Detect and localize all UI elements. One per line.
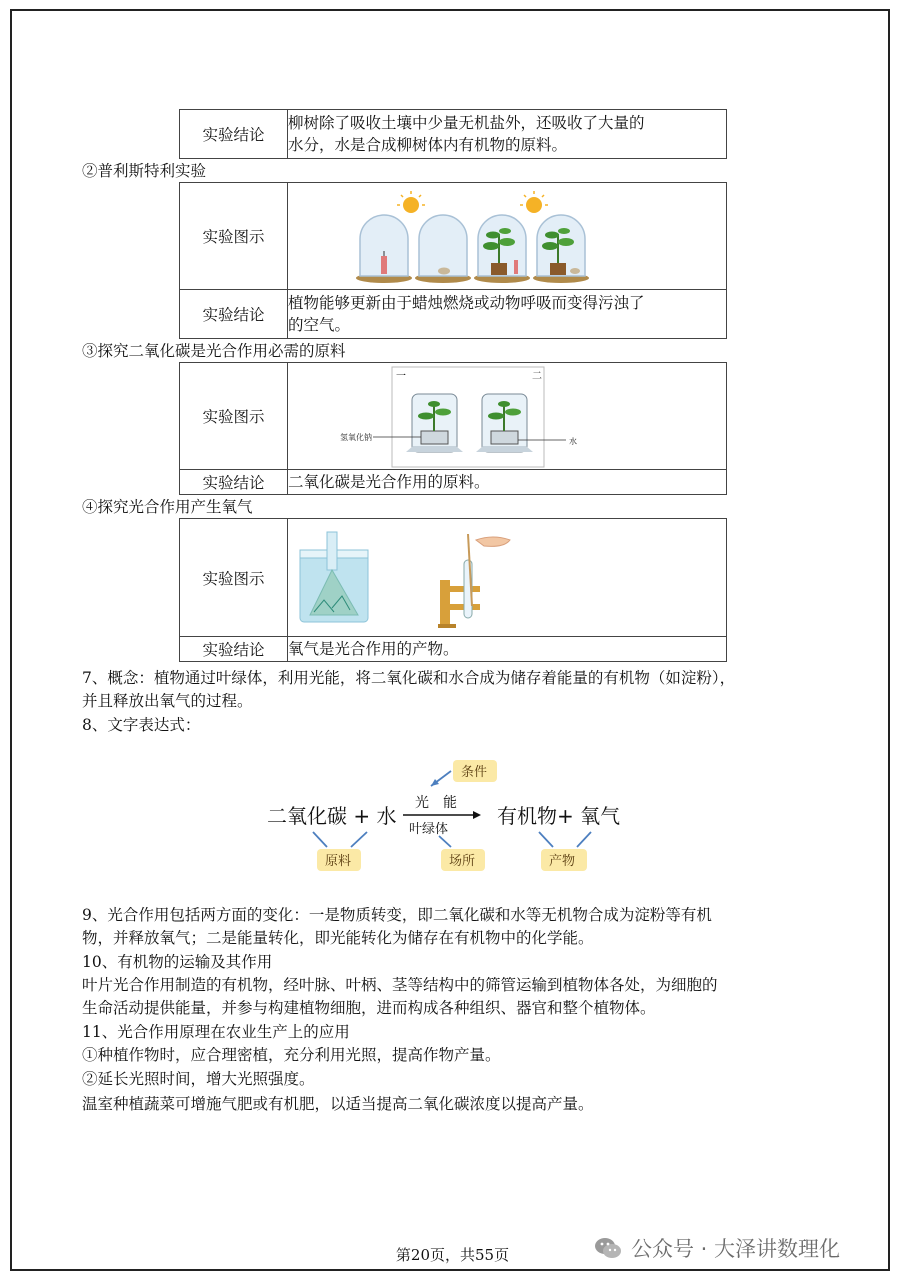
section-title-priestley: ②普利斯特利实验 bbox=[82, 162, 207, 180]
watermark bbox=[593, 1233, 840, 1263]
item11-point1: ①种植作物时，应合理密植，充分利用光照，提高作物产量。 bbox=[82, 1046, 501, 1064]
figure-co2-setup bbox=[288, 363, 727, 470]
conclusion-text: 二氧化碳是光合作用的原料。 bbox=[288, 470, 727, 495]
conclusion-text: 氧气是光合作用的产物。 bbox=[288, 637, 727, 662]
page-number: 第20页，共55页 bbox=[395, 1246, 510, 1264]
item11-point3: 温室种植蔬菜可增施气肥或有机肥，以适当提高二氧化碳浓度以提高产量。 bbox=[82, 1095, 594, 1113]
watermark-text: 公众号 · 大泽讲数理化 bbox=[631, 1237, 841, 1261]
svg-text:原料: 原料 bbox=[325, 854, 352, 869]
item7-line2: 并且释放出氧气的过程。 bbox=[82, 692, 253, 710]
setup-mark-two: 二 bbox=[532, 370, 542, 382]
conclusion-text: 柳树除了吸收土壤中少量无机盐外，还吸收了大量的 水分，水是合成柳树体内有机物的原料。 bbox=[288, 110, 727, 159]
bell-jar-candle bbox=[356, 191, 425, 283]
item10-line1: 叶片光合作用制造的有机物，经叶脉、叶柄、茎等结构中的筛管运输到植物体各处，为细胞的 bbox=[82, 976, 718, 994]
svg-text:条件: 条件 bbox=[461, 765, 488, 780]
row-label-figure: 实验图示 bbox=[180, 519, 288, 637]
row-label-conclusion: 实验结论 bbox=[180, 290, 288, 339]
row-label-conclusion: 实验结论 bbox=[180, 470, 288, 495]
item7-line1: 7、概念：植物通过叶绿体，利用光能，将二氧化碳和水合成为储存着能量的有机物（如淀粉）， bbox=[82, 669, 736, 687]
item9-line1: 9、光合作用包括两方面的变化：一是物质转变，即二氧化碳和水等无机物合成为淀粉等有机 bbox=[82, 906, 712, 924]
row-label-figure: 实验图示 bbox=[180, 363, 288, 470]
tag-raw-material bbox=[313, 832, 367, 871]
section-title-oxygen: ④探究光合作用产生氧气 bbox=[82, 498, 253, 516]
table-priestley bbox=[179, 182, 727, 339]
tag-condition bbox=[431, 760, 497, 786]
table-co2 bbox=[179, 362, 727, 495]
condition-chloroplast: 叶绿体 bbox=[409, 822, 449, 837]
co2-illustration bbox=[288, 364, 726, 469]
setup-mark-one: 一 bbox=[396, 370, 406, 382]
label-water: 水 bbox=[569, 436, 577, 446]
figure-bell-jars bbox=[288, 183, 727, 290]
bell-jar-illustration bbox=[288, 184, 726, 289]
bell-jar-plant-mouse bbox=[520, 191, 589, 283]
beaker-funnel bbox=[300, 532, 368, 622]
svg-text:场所: 场所 bbox=[449, 854, 476, 869]
tag-place bbox=[439, 836, 485, 871]
item10-line2: 生命活动提供能量，并参与构建植物细胞，进而构成各种组织、器官和整个植物体。 bbox=[82, 999, 656, 1017]
item8-title: 8、文字表达式： bbox=[82, 716, 201, 734]
condition-light: 光 能 bbox=[415, 795, 457, 811]
table-willow-conclusion bbox=[179, 109, 727, 159]
label-naoh: 氢氧化钠 bbox=[340, 432, 372, 442]
row-label-figure: 实验图示 bbox=[180, 183, 288, 290]
item11-title: 11、光合作用原理在农业生产上的应用 bbox=[82, 1023, 350, 1041]
tag-product bbox=[539, 832, 591, 871]
bell-jar-mouse bbox=[415, 215, 471, 283]
row-label-conclusion: 实验结论 bbox=[180, 637, 288, 662]
oxygen-illustration bbox=[288, 520, 726, 636]
table-oxygen bbox=[179, 518, 727, 662]
row-label: 实验结论 bbox=[180, 110, 288, 159]
item11-point2: ②延长光照时间，增大光照强度。 bbox=[82, 1070, 315, 1088]
conclusion-text: 植物能够更新由于蜡烛燃烧或动物呼吸而变得污浊了 的空气。 bbox=[288, 290, 727, 339]
jar-right bbox=[476, 394, 533, 452]
item10-title: 10、有机物的运输及其作用 bbox=[82, 953, 273, 971]
figure-oxygen-setup bbox=[288, 519, 727, 637]
word-equation bbox=[255, 752, 635, 882]
stand-testtube bbox=[438, 534, 510, 628]
svg-text:产物: 产物 bbox=[549, 854, 576, 869]
wechat-icon bbox=[593, 1233, 623, 1263]
section-title-co2: ③探究二氧化碳是光合作用必需的原料 bbox=[82, 342, 346, 360]
equation-products: 有机物+ 氧气 bbox=[497, 804, 621, 828]
bell-jar-plant-candle bbox=[474, 215, 530, 283]
item9-line2: 物，并释放氧气；二是能量转化，即光能转化为储存在有机物中的化学能。 bbox=[82, 929, 594, 947]
jar-left bbox=[406, 394, 463, 452]
equation-reactants: 二氧化碳 + 水 bbox=[267, 804, 397, 828]
